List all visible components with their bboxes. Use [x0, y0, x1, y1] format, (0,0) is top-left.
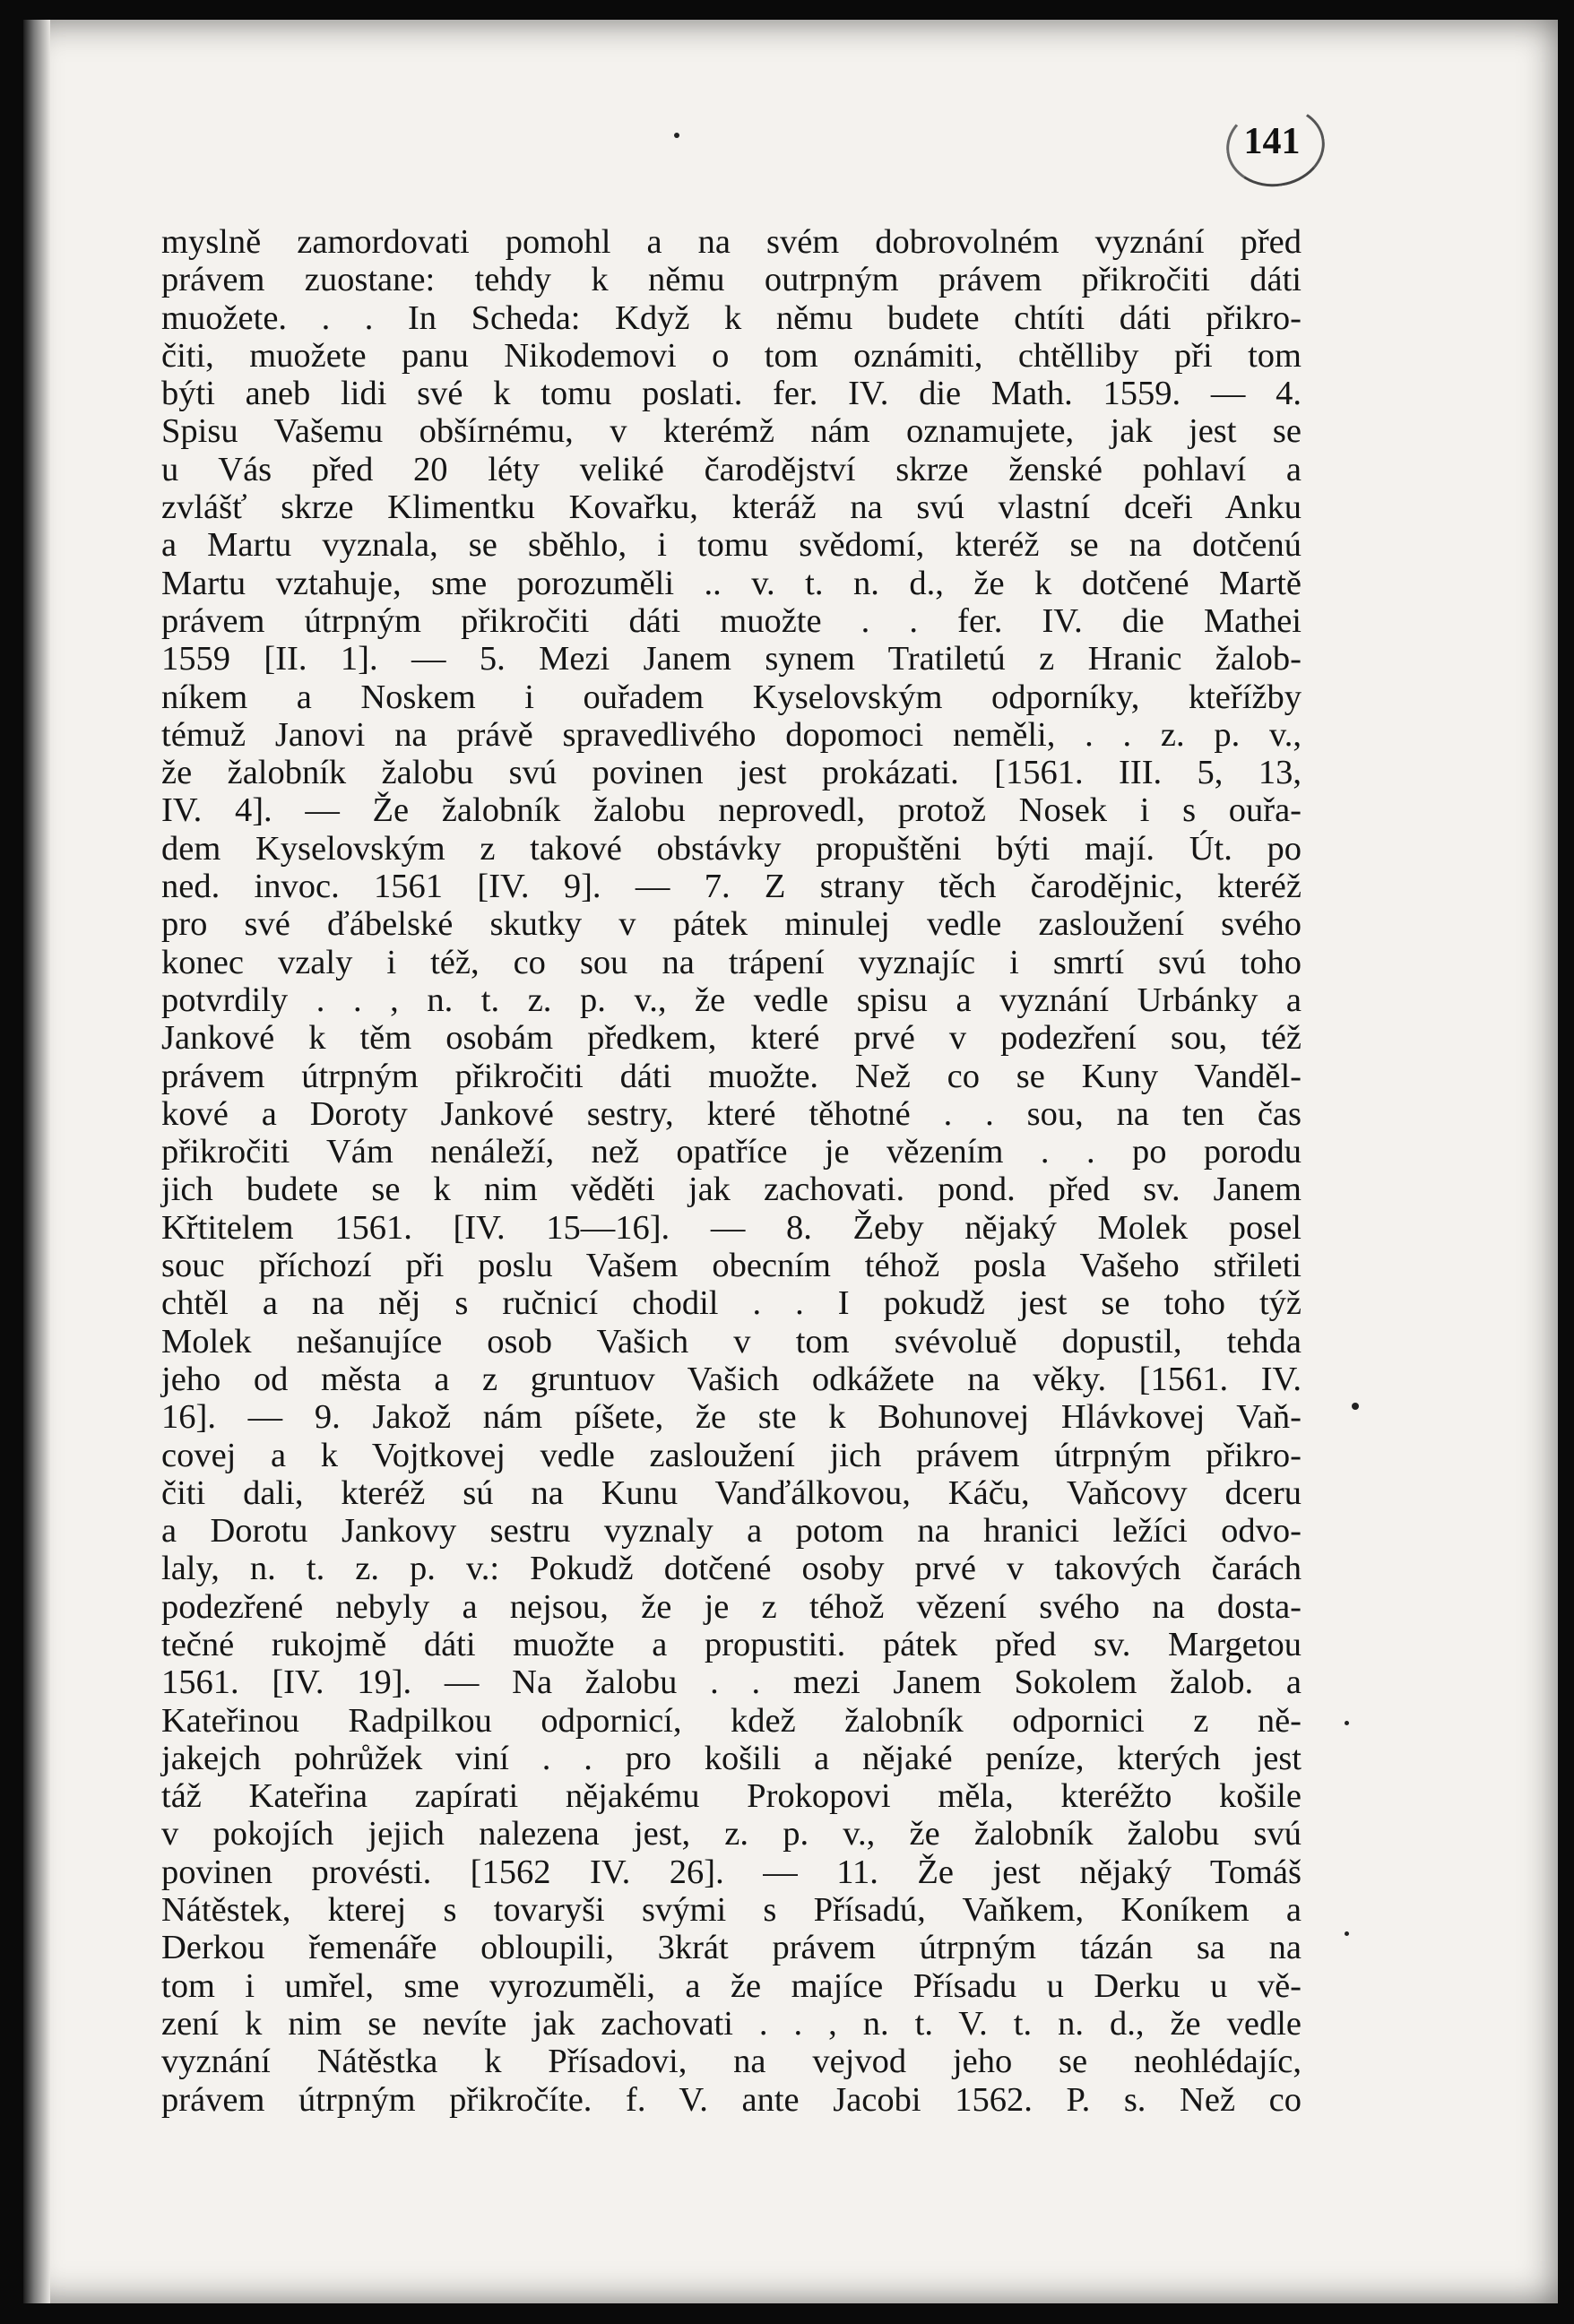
text-line: muožete. . . In Scheda: Když k němu budete chtíti dáti přikro- — [161, 298, 1302, 337]
text-line: býti aneb lidi své k tomu poslati. fer. IV. die Math. 1559. — 4. — [161, 375, 1302, 413]
text-line: Nátěstek, kterej s tovaryši svými s Přísadú, Vaňkem, Koníkem a — [161, 1891, 1302, 1930]
text-line: Spisu Vašemu obšírnému, v kterémž nám oznamujete, jak jest se — [161, 412, 1302, 451]
text-line: ned. invoc. 1561 [IV. 9]. — 7. Z strany těch čarodějnic, kteréž — [161, 868, 1302, 906]
text-line: 1559 [II. 1]. — 5. Mezi Janem synem Tratiletú z Hranic žalob- — [161, 640, 1302, 678]
text-line: jakejch pohrůžek viní . . pro košili a nějaké peníze, kterých jest — [161, 1739, 1302, 1777]
text-line: Jankové k těm osobám předkem, které prvé v podezření sou, též — [161, 1019, 1302, 1058]
text-line: tom i umřel, sme vyrozuměli, a že majíce Přísadu u Derku u vě- — [161, 1966, 1302, 2005]
text-line: konec vzaly i též, co sou na trápení vyznajíc i smrtí svú toho — [161, 943, 1302, 981]
text-line: zvlášť skrze Klimentku Kovařku, kteráž na svú vlastní dceři Anku — [161, 488, 1302, 527]
text-line: a Dorotu Jankovy sestru vyznaly a potom na hranici ležíci odvo- — [161, 1512, 1302, 1551]
scan-speck — [1345, 1721, 1349, 1725]
text-line: covej a k Vojtkovej vedle zasloužení jich právem útrpným přikro- — [161, 1436, 1302, 1474]
text-line: přikročiti Vám nenáleží, než opatříce je vězením . . po porodu — [161, 1133, 1302, 1171]
scan-speck — [674, 133, 679, 138]
text-line: laly, n. t. z. p. v.: Pokudž dotčené osoby prvé v takových čarách — [161, 1550, 1302, 1588]
text-line: kové a Doroty Jankové sestry, které těhotné . . sou, na ten čas — [161, 1094, 1302, 1133]
text-line: právem útrpným přikročiti dáti muožte . . fer. IV. die Mathei — [161, 601, 1302, 640]
text-line: Derkou řemenáře obloupili, 3krát právem útrpným tázán sa na — [161, 1929, 1302, 1967]
text-line: jich budete se k nim věděti jak zachovati. pond. před sv. Janem — [161, 1171, 1302, 1209]
text-line: čiti, muožete panu Nikodemovi o tom oznámiti, chtělliby při tom — [161, 336, 1302, 375]
text-line: dem Kyselovským z takové obstávky propuštěni býti mají. Út. po — [161, 829, 1302, 868]
body-text — [161, 223, 1302, 2119]
text-line: že žalobník žalobu svú povinen jest prokázati. [1561. III. 5, 13, — [161, 754, 1302, 792]
text-line: podezřené nebyly a nejsou, že je z téhož vězení svého na dosta- — [161, 1587, 1302, 1626]
text-line: potvrdily . . , n. t. z. p. v., že vedle spisu a vyznání Urbánky a — [161, 981, 1302, 1019]
text-line: u Vás před 20 léty veliké čarodějství skrze ženské pohlaví a — [161, 450, 1302, 488]
text-line: Křtitelem 1561. [IV. 15—16]. — 8. Žeby nějaký Molek posel — [161, 1208, 1302, 1247]
text-line: jeho od města a z gruntuov Vašich odkážete na věky. [1561. IV. — [161, 1360, 1302, 1398]
text-line: povinen provésti. [1562 IV. 26]. — 11. Že jest nějaký Tomáš — [161, 1853, 1302, 1891]
text-line: a Martu vyznala, se sběhlo, i tomu svědomí, kteréž se na dotčenú — [161, 526, 1302, 565]
scan-speck — [1352, 1403, 1359, 1410]
text-line: Kateřinou Radpilkou odpornicí, kdež žalobník odpornici z ně- — [161, 1701, 1302, 1740]
text-line: IV. 4]. — Že žalobník žalobu neprovedl, protož Nosek i s ouřa- — [161, 791, 1302, 830]
text-line: právem útrpným přikročíte. f. V. ante Jacobi 1562. P. s. Než co — [161, 2080, 1302, 2119]
text-line: tečné rukojmě dáti muožte a propustiti. pátek před sv. Margetou — [161, 1625, 1302, 1663]
text-line: právem zuostane: tehdy k němu outrpným právem přikročiti dáti — [161, 261, 1302, 299]
text-line: myslně zamordovati pomohl a na svém dobrovolném vyznání před — [161, 223, 1302, 261]
text-line: táž Kateřina zapírati nějakému Prokopovi měla, kteréžto košile — [161, 1777, 1302, 1816]
text-line: 1561. [IV. 19]. — Na žalobu . . mezi Janem Sokolem žalob. a — [161, 1663, 1302, 1702]
page-gutter-edge — [23, 20, 50, 2303]
text-line: čiti dali, kteréž sú na Kunu Vanďálkovou, Káču, Vaňcovy dceru — [161, 1473, 1302, 1512]
text-line: právem útrpným přikročiti dáti muožte. Než co se Kuny Vanděl- — [161, 1057, 1302, 1095]
text-line: témuž Janovi na právě spravedlivého dopomoci neměli, . . z. p. v., — [161, 715, 1302, 754]
text-line: pro své ďábelské skutky v pátek minulej vedle zasloužení svého — [161, 905, 1302, 944]
scan-speck — [1345, 1931, 1349, 1936]
text-line: Molek nešanujíce osob Vašich v tom svévoluě dopustil, tehda — [161, 1322, 1302, 1361]
text-line: zení k nim se nevíte jak zachovati . . , n. t. V. t. n. d., že vedle — [161, 2004, 1302, 2043]
text-line: v pokojích jejich nalezena jest, z. p. v., že žalobník žalobu svú — [161, 1815, 1302, 1853]
text-line: Martu vztahuje, sme porozuměli .. v. t. n. d., že k dotčené Martě — [161, 564, 1302, 602]
text-line: chtěl a na něj s ručnicí chodil . . I pokudž jest se toho týž — [161, 1284, 1302, 1323]
text-line: souc příchozí při poslu Vašem obecním téhož posla Vašeho střileti — [161, 1247, 1302, 1285]
text-line: níkem a Noskem i ouřadem Kyselovským odporníky, kteřížby — [161, 678, 1302, 716]
text-line: 16]. — 9. Jakož nám píšete, že ste k Bohunovej Hlávkovej Vaň- — [161, 1398, 1302, 1437]
text-line: vyznání Nátěstka k Přísadovi, na vejvod jeho se neohlédajíc, — [161, 2043, 1302, 2081]
page-number: 141 — [1243, 121, 1301, 162]
